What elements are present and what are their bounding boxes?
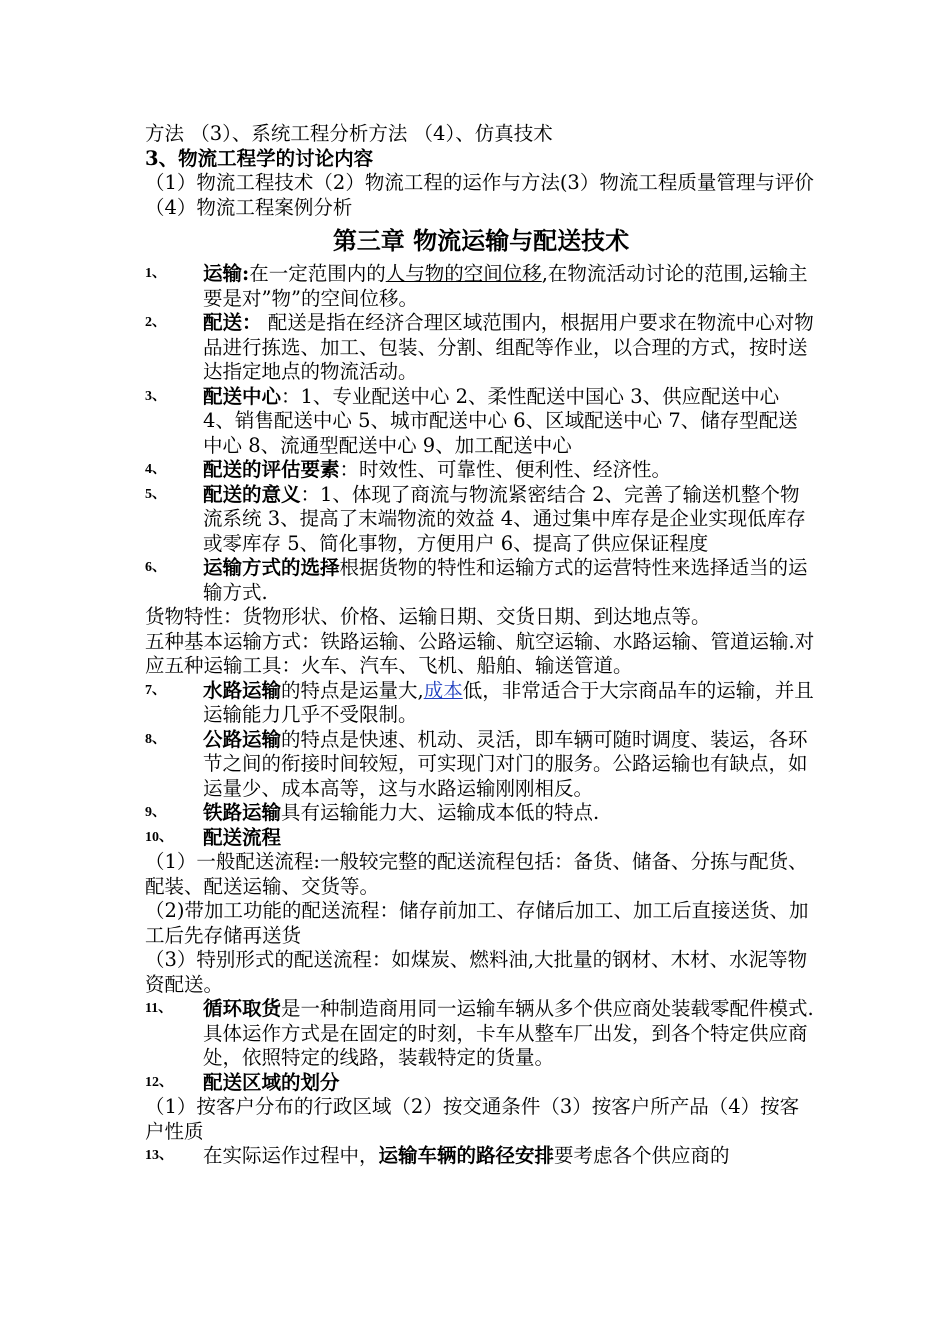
item-number: 12、 xyxy=(145,1074,173,1090)
list-item xyxy=(145,385,817,459)
list-item xyxy=(145,826,817,851)
list-item xyxy=(145,1071,817,1096)
item-number: 1、 xyxy=(145,266,166,281)
document-page xyxy=(145,122,817,1169)
item-text: 具有运输能力大、运输成本低的特点. xyxy=(281,801,600,824)
item-number: 11、 xyxy=(145,1001,173,1016)
item-term: 配送区域的划分 xyxy=(203,1070,340,1094)
item-text: 在一定范围内的 xyxy=(249,262,386,285)
list-item xyxy=(145,556,817,605)
region-paragraph: （1）按客户分布的行政区域（2）按交通条件（3）按客户所产品（4）按客户性质 xyxy=(145,1095,800,1143)
item-term: 配送： xyxy=(203,311,262,334)
item-text: ：时效性、可靠性、便利性、经济性。 xyxy=(339,458,672,481)
item-text: 根据货物的特性和运输方式的运营特性来选择适当的运输方式. xyxy=(203,556,808,604)
list-item xyxy=(145,458,817,483)
item-text: 是一种制造商用同一运输车辆从多个供应商处装载零配件模式.具体运作方式是在固定的时刻，卡车从整车厂出发，到各个特定供应商处，依照特定的线路，装载特定的货量。 xyxy=(203,997,814,1069)
list-item xyxy=(145,311,817,385)
item-number: 9、 xyxy=(145,805,166,820)
item-term: 水路运输 xyxy=(203,678,282,702)
chapter-title: 第三章 物流运输与配送技术 xyxy=(332,226,630,255)
flow-paragraph: （2)带加工功能的配送流程：储存前加工、存储后加工、加工后直接送货、加工后先存储再送货 xyxy=(145,899,809,947)
item-text: 在实际运作过程中， xyxy=(203,1144,379,1167)
intro-line: 方法 （3）、系统工程分析方法 （4）、仿真技术 xyxy=(145,122,553,145)
item-term: 配送流程 xyxy=(203,825,282,849)
section-heading: 3、物流工程学的讨论内容 xyxy=(145,146,374,170)
list-item xyxy=(145,483,817,557)
item-term: 铁路运输 xyxy=(203,801,282,824)
item-number: 10、 xyxy=(145,829,173,845)
cost-link[interactable]: 成本 xyxy=(423,678,463,702)
intro-paragraph: （1）物流工程技术（2）物流工程的运作与方法(3）物流工程质量管理与评价（4）物流工程案例分析 xyxy=(145,171,814,219)
list-item xyxy=(145,679,817,728)
item-term: 运输车辆的路径安排 xyxy=(378,1144,555,1167)
item-text: 的特点是快速、机动、灵活，即车辆可随时调度、装运，各环节之间的衔接时间较短，可实现门对门的服务。公路运输也有缺点，如运量少、成本高等，这与水路运输刚刚相反。 xyxy=(203,727,808,800)
item-term: 配送的意义 xyxy=(203,482,301,506)
item-text: ：1、体现了商流与物流紧密结合 2、完善了输送机整个物流系统 3、提高了末端物流的效益 4、通过集中库存是企业实现低库存或零库存 5、简化事物，方便用户 6、提高了供应保证程度 xyxy=(203,482,806,555)
item-number: 7、 xyxy=(145,682,166,698)
list-item xyxy=(145,728,817,802)
item-text: 配送是指在经济合理区域范围内，根据用户要求在物流中心对物品进行拣选、加工、包装、分割、组配等作业，以合理的方式，按时送达指定地点的物流活动。 xyxy=(203,311,814,383)
item-term: 配送的评估要素 xyxy=(203,458,340,481)
item-text: 的特点是运量大, xyxy=(281,678,424,702)
item-term: 循环取货 xyxy=(203,997,282,1020)
item-text: ：1、专业配送中心 2、柔性配送中国心 3、供应配送中心 4、销售配送中心 5、城市配送中心 6、区域配送中心 7、储存型配送中心 8、流通型配送中心 9、加工配送中心 xyxy=(203,384,798,457)
modes-paragraph: 五种基本运输方式：铁路运输、公路运输、航空运输、水路运输、管道运输.对应五种运输工具：火车、汽车、飞机、船舶、输送管道。 xyxy=(145,629,815,677)
item-text: 要考虑各个供应商的 xyxy=(554,1144,730,1167)
list-item xyxy=(145,1144,817,1169)
item-number: 6、 xyxy=(145,560,166,575)
item-number: 4、 xyxy=(145,462,166,477)
list-item xyxy=(145,997,817,1071)
item-number: 8、 xyxy=(145,731,166,747)
item-text: 低，非常适合于大宗商品车的运输，并且运输能力几乎不受限制。 xyxy=(203,678,814,726)
list-item xyxy=(145,801,817,826)
goods-paragraph: 货物特性：货物形状、价格、运输日期、交货日期、到达地点等。 xyxy=(145,605,711,628)
item-term: 配送中心 xyxy=(203,384,282,408)
flow-paragraph: （3）特别形式的配送流程：如煤炭、燃料油,大批量的钢材、木材、水泥等物资配送。 xyxy=(145,948,808,996)
underlined-text: 人与物的空间位移 xyxy=(385,262,542,285)
item-number: 2、 xyxy=(145,315,166,330)
item-term: 运输方式的选择 xyxy=(203,556,340,579)
item-term: 公路运输 xyxy=(203,727,282,751)
list-item xyxy=(145,262,817,311)
flow-paragraph: （1）一般配送流程:一般较完整的配送流程包括：备货、储备、分拣与配货、配装、配送运输、交货等。 xyxy=(145,850,808,898)
item-text: ,在物流活动讨论的范围,运输主要是对”物”的空间位移。 xyxy=(203,262,808,310)
item-number: 5、 xyxy=(145,486,166,502)
item-number: 13、 xyxy=(145,1148,173,1163)
item-number: 3、 xyxy=(145,388,166,404)
item-term: 运输: xyxy=(203,262,250,285)
